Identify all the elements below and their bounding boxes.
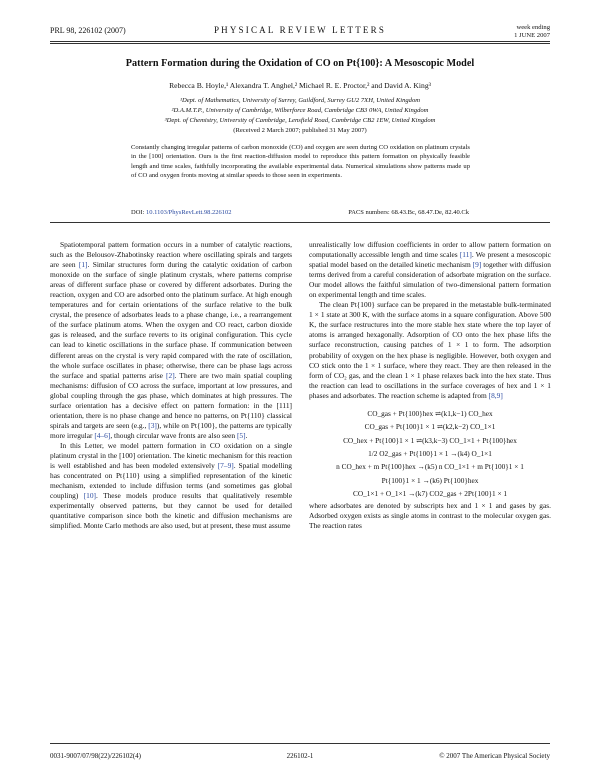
right-column (309, 240, 551, 531)
equation: CO_gas + Pt{100}hex ⇌(k1,k−1) CO_hex (367, 408, 493, 418)
paragraph-surface: The clean Pt{100} surface can be prepared in the metastable bulk-terminated 1 × 1 state at 300 K, with the surface atoms in a square configuration. Above 500 K, the surface restructures into the more stable hex state where the top layer of atoms is arranged hexagonally. Adsorption of CO onto the hex phase lifts the surface reconstruction, causing patches of 1 × 1 to form. The adsorption probability of oxygen on the hex phase is negligible. However, both oxygen and CO stick onto the 1 × 1 surface, where they react. They are then released in the form of CO₂ gas, and the clean 1 × 1 phase relaxes back into the hex state. Thus the reaction can lead to oscillations in the surface coverages of hex and 1 × 1 phases and adsorbates. The reaction scheme is adapted from [8,9] (309, 300, 551, 400)
paragraph-model: In this Letter, we model pattern formation in CO oxidation on a single platinum crystal in the [100] orientation. The kinetic mechanism for this reaction is well established and has been modeled extensively [7–9]. Spatial modelling has concentrated on Pt{110} using a simplified representation of the kinetic mechanism, extended to include diffusion terms (and sometimes gas global coupling) [10]. These models produce results that qualitatively resemble experimentally observed patterns, but they cannot be used for detailed quantitative comparison since both the kinetic and diffusion mechanisms are simplified. Monte Carlo methods are also used, but at present, these must assume (50, 440, 292, 531)
citation-link[interactable]: [10] (83, 491, 97, 501)
header-citation: PRL 98, 226102 (2007) (50, 26, 126, 35)
header-week-line2: 1 JUNE 2007 (514, 31, 550, 39)
header-week (514, 24, 550, 39)
header-week-line1: week ending (516, 24, 550, 31)
citation-link[interactable]: [1] (78, 260, 88, 270)
abstract: Constantly changing irregular patterns of carbon monoxide (CO) and oxygen are seen during CO oxidation on platinum crystals in the [100] orientation. Ours is the first reaction-diffusion model to reproduce this pattern formation on physically feasible length and time scales, faithfully incorporating the available experimental data. Numerical simulations show patterns made up of CO and oxygen fronts moving at similar speeds to those seen in experiments. (131, 144, 470, 180)
header-rule-bottom (50, 43, 550, 44)
paragraph-intro: Spatiotemporal pattern formation occurs in a number of catalytic reactions, such as the Belousov-Zhabotinsky reaction where oscillating spirals and targets are seen [1]. Similar structures form during the catalytic oxidation of carbon monoxide on the surface of single platinum crystals, where patterns comprise areas of different surface phase or covered by different adsorbates. During the reaction, oxygen and CO are adsorbed onto the platinum surface. At high enough temperatures and for certain orientations of the surface relative to the bulk crystal, the presence of adsorbates leads to a phase change, i.e., a rearrangement of the surface platinum atoms. When the oxygen and CO react, carbon dioxide gas is released, and the surface reverts to its original configuration. This cycle can lead to kinetic oscillations in the surface phase. If communication between different areas on the crystal is very rapid compared with the rate of oscillation, the whole surface oscillates in phase; otherwise, there can be phase lags across the surface and spatial patterns arise [2]. There are two main spatial coupling mechanisms: diffusion of CO across the surface, important at low pressures, and global coupling through the gas phase, which dominates at high pressures. The surface orientation has a decisive effect on pattern formation: in the [111] orientation, there is no phase change and hence no patterns, on Pt{110} classical spirals and targets are seen (e.g., [3]), while on Pt{100}, the patterns are typically more irregular [4–6], though circular wave fronts are also seen [5]. (50, 240, 292, 440)
footer-rule (50, 743, 550, 744)
equation: n CO_hex + m Pt{100}hex →(k5) n CO_1×1 + m Pt{100}1 × 1 (336, 462, 524, 472)
paragraph-mesoscopic: unrealistically low diffusion coefficients in order to allow pattern formation on computationally accessible length and time scales [11]. We present a mesoscopic spatial model based on the detailed kinetic mechanism [9] together with diffusion terms derived from a careful consideration of adsorbate migration on the surface. Our model allows the faithful simulation of two-dimensional pattern formation on experimental length and time scales. (309, 240, 551, 300)
author-list: Rebecca B. Hoyle,¹ Alexandra T. Anghel,² Michael R. E. Proctor,² and David A. King³ (169, 81, 431, 90)
equation: CO_hex + Pt{100}1 × 1 ⇌(k3,k−3) CO_1×1 + Pt{100}hex (343, 435, 517, 445)
affiliation-2: ²D.A.M.T.P., University of Cambridge, Wilberforce Road, Cambridge CB3 0WA, United Kingdom (171, 107, 429, 114)
page-number: 226102-1 (286, 752, 314, 760)
paragraph-adsorbates: where adsorbates are denoted by subscripts hex and 1 × 1 and gases by gas. Adsorbed oxygen exists as single atoms in contrast to the molecular oxygen gas. The reaction rates (309, 500, 551, 530)
affiliation-1: ¹Dept. of Mathematics, University of Surrey, Guildford, Surrey GU2 7XH, United Kingdom (179, 97, 421, 104)
citation-link[interactable]: [5] (236, 430, 246, 440)
doi-label: DOI: (131, 209, 145, 216)
affiliation-3: ³Dept. of Chemistry, University of Cambridge, Lensfield Road, Cambridge CB2 1EW, United Kingdom (164, 117, 436, 124)
received-dates: (Received 2 March 2007; published 31 May 2007) (233, 127, 367, 134)
equation: Pt{100}1 × 1 →(k6) Pt{100}hex (381, 475, 479, 485)
abstract-rule (50, 222, 550, 223)
equation: 1/2 O2_gas + Pt{100}1 × 1 →(k4) O_1×1 (368, 448, 492, 458)
page-footer (50, 750, 550, 762)
running-header (50, 24, 550, 40)
doi-link[interactable]: 10.1103/PhysRevLett.98.226102 (145, 209, 232, 216)
doi (131, 209, 232, 216)
citation-link[interactable]: [8,9] (488, 390, 503, 400)
pacs-numbers: PACS numbers: 68.43.Bc, 68.47.De, 82.40.Ck (348, 209, 469, 216)
citation-link[interactable]: [3] (148, 420, 157, 430)
equation: CO_gas + Pt{100}1 × 1 ⇌(k2,k−2) CO_1×1 (364, 422, 496, 432)
reaction-scheme (309, 407, 551, 501)
equation: CO_1×1 + O_1×1 →(k7) CO2_gas + 2Pt{100}1 × 1 (352, 489, 508, 499)
citation-link[interactable]: [7–9] (217, 461, 234, 471)
citation-link[interactable]: [4–6] (94, 430, 111, 440)
citation-link[interactable]: [11] (459, 250, 472, 260)
footer-code: 0031-9007/07/98(22)/226102(4) (50, 752, 141, 760)
header-journal: PHYSICAL REVIEW LETTERS (213, 25, 387, 35)
paper-title: Pattern Formation during the Oxidation of CO on Pt{100}: A Mesoscopic Model (125, 58, 475, 69)
header-rule-top (50, 41, 550, 42)
copyright: © 2007 The American Physical Society (439, 752, 550, 760)
citation-link[interactable]: [9] (472, 260, 482, 270)
left-column (50, 240, 292, 531)
citation-link[interactable]: [2] (166, 370, 175, 380)
